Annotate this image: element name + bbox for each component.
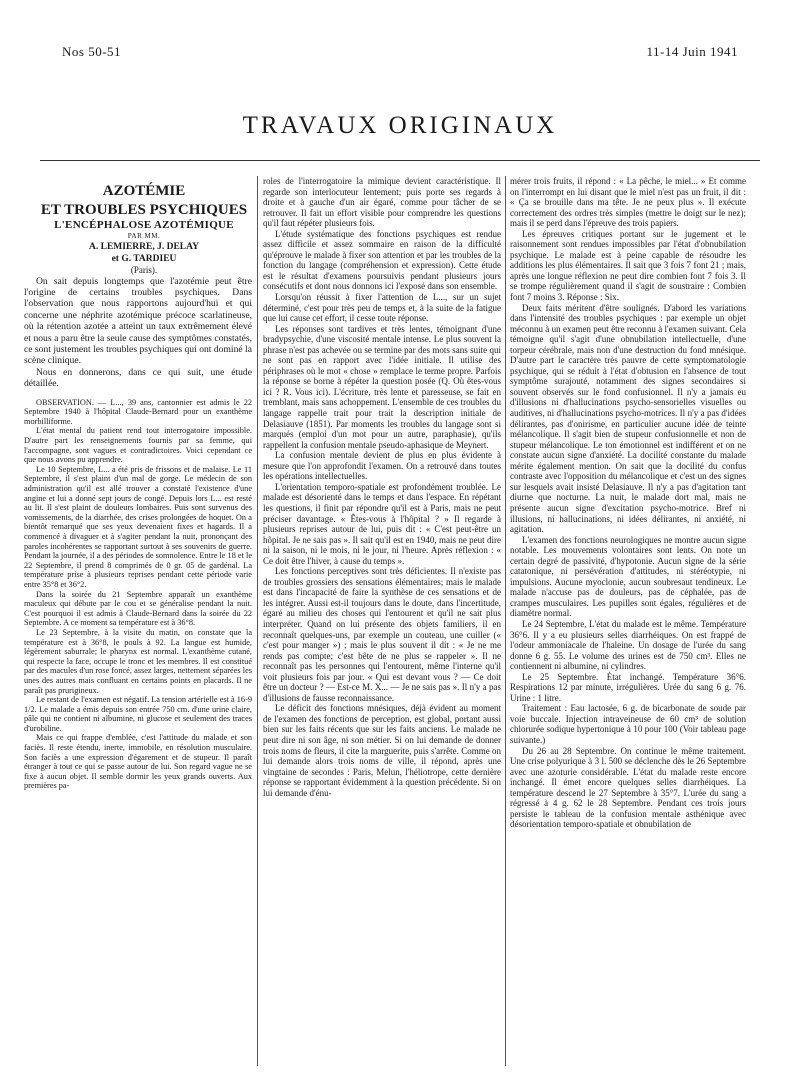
body-paragraph: Le déficit des fonctions mnésiques, déjà évident au moment de l'examen des fonctions de perception, est global, portant aussi bien sur les faits récents que sur les faits anciens. Le malade ne peut dire ni son âge, ni son métier. Si on lui demande de donner trois noms de fleurs, il cite la marguerite, puis s'arrête. Comme on lui demande alors trois noms de ville, il répond, après une vingtaine de secondes : Paris, Melun, l'héliotrope, cette dernière réponse se rapportant évidemment à la question précédente. Si on lui demande d'énu- [263, 703, 501, 798]
body-paragraph: L'étude systématique des fonctions psychiques est rendue assez difficile et assez sommaire en raison de la difficulté qu'éprouve le malade à fixer son attention et par les troubles de la fonction du langage (compréhension et expression). Cette étude est le résultat d'examens poursuivis pendant plusieurs jours consécutifs et dont nous donnons ici l'exposé dans son ensemble. [263, 228, 501, 292]
article-title-line1: AZOTÉMIE [102, 183, 186, 199]
body-paragraph: Du 26 au 28 Septembre. On continue le même traitement. Une crise polyurique à 3 l. 500 se déclenche dès le 26 Septembre avec une azoturie considérable. L'état du malade reste encore inchangé. Il émet encore quelques selles diarrhéiques. La température descend le 27 Septembre à 35°7. L'urée du sang a régressé à 4 g. 62 le 28 Septembre. Pendant ces trois jours persiste le tableau de la confusion mentale asthénique avec désorientation temporo-spatiale et obnubilation de [510, 745, 746, 830]
observation-paragraph: Le restant de l'examen est négatif. La tension artérielle est à 16-9 1/2. Le malade a émis depuis son entrée 750 cm. d'une urine claire, pâle qui ne contient ni albumine, ni glucose et seulement des traces d'urobiline. [24, 695, 252, 733]
section-title: TRAVAUX ORIGINAUX [242, 112, 558, 139]
observation-paragraph: Le 10 Septembre, L... a été pris de frissons et de malaise. Le 11 Septembre, il s'est plaint d'un mal de gorge. Le médecin de son administration qu'il est allé trouver a constaté l'existence d'une angine et lui a donné sept jours de congé. Depuis lors L... est resté au lit. Il s'est plaint de douleurs lombaires. Puis sont survenus des vomissements, de la diarrhée, des crises prolongées de hoquet. On a bientôt remarqué que ses yeux devenaient fixes et hagards. Il a commencé à divaguer et à s'agiter pendant la nuit, prononçant des paroles incohérentes se rapportant surtout à ses souvenirs de guerre. Pendant la journée, il a des périodes de somnolence. Entre le 18 et le 22 Septembre, il prend 8 comprimés de 0 gr. 05 de gardénal. La température prise à plusieurs reprises pendant cette période varie entre 35°8 et 36°2. [24, 464, 252, 589]
intro-paragraph: On sait depuis longtemps que l'azotémie peut être l'origine de certains troubles psychiques. Dans l'observation que nous rapportons aujourd'hui et qui concerne une néphrite azotémique précoce scarlatineuse, où la rétention azotée a atteint un taux extrêmement élevé et nous a paru être la seule cause des symptômes constatés, ce sont justement les troubles psychiques qui ont dominé la scène clinique. [24, 275, 252, 367]
body-paragraph: Le 25 Septembre. État inchangé. Température 36°6. Respirations 12 par minute, irrégulières. Urée du sang 6 g. 76. Urine : 1 litre. [510, 671, 746, 703]
body-paragraph: Le 24 Septembre, L'état du malade est le même. Température 36°6. Il y a eu plusieurs selles diarrhéiques. On est frappé de l'odeur ammoniacale de l'haleine. Un dosage de l'urée du sang donne 6 g. 55. Le volume des urines est de 750 cm³. Elles ne contiennent ni albumine, ni cylindres. [510, 618, 746, 672]
body-paragraph: Les fonctions perceptives sont très déficientes. Il n'existe pas de troubles grossiers des sensations élémentaires; mais le malade est dans l'incapacité de faire la synthèse de ces sensations et de les intégrer. Aussi est-il toujours dans le doute, dans l'incertitude, égaré au milieu des choses qui l'entourent et qu'il ne sait plus interpréter. Quand on lui présente des objets familiers, il en reconnaît quelques-uns, par exemple un couteau, une cuiller (« c'est pour manger ») ; mais le plus souvent il dit : « Je ne me rends pas compte; c'est bête de ne plus se rappeler ». Il ne reconnaît pas les personnes qui l'entourent, même l'interne qu'il voit plusieurs fois par jour. « Qui est devant vous ? — Ce doit être un docteur ? — Est-ce M. X... — Je ne sais pas ». Il n'y a pas d'illusions de fausse reconnaissance. [263, 566, 501, 703]
body-paragraph: L'orientation temporo-spatiale est profondément troublée. Le malade est désorienté dans le temps et dans l'espace. En répétant les questions, il finit par répondre qu'il est à Paris, mais ne peut préciser davantage. « Êtes-vous à l'hôpital ? » Il regarde à plusieurs reprises autour de lui, puis dit : « C'est peut-être un hôpital. Je ne sais pas ». Il sait qu'il est en 1940, mais ne peut dire ni la saison, ni le mois, ni le jour, ni l'heure. Après réflexion : « Ce doit être l'hiver, à cause du temps ». [263, 481, 501, 566]
authors-prefix: PAR MM. [127, 231, 161, 240]
body-paragraph: roles de l'interrogatoire la mimique devient caractéristique. Il regarde son interlocuteur lentement; puis porte ses regards à droite et à gauche d'un air égaré, comme pour tâcher de se retrouver. Il fait un effort visible pour comprendre les questions qu'il faut répéter plusieurs fois. [263, 176, 501, 229]
body-paragraph: Traitement : Eau lactosée, 6 g. de bicarbonate de soude par voie buccale. Injection intraveineuse de 60 cm³ de solution chlorurée sodique hypertonique à 10 pour 100 (Voir tableau page suivante.) [510, 703, 746, 745]
body-paragraph: Les réponses sont tardives et très lentes, témoignant d'une bradypsychie, d'une viscosité mentale intense. Le plus souvent la phrase n'est pas achevée ou se termine par des mots sans suite qui ne sont pas en rapport avec l'idée initiale. Il utilise des périphrases où le mot « chose » remplace le terme propre. Parfois la réponse se borne à répéter la question posée (Q. Où êtes-vous ici ? R. Vous ici). L'écriture, très lente et paresseuse, se fait en tremblant, mais sans achoppement. L'ensemble de ces troubles du langage rappelle trait pour trait la description initiale de Delasiauve (1851). Par moments les troubles du langage sont si marqués (emploi d'un mot pour un autre, paraphasie), qu'ils rappellent la confusion mentale pseudo-aphasique de Meynert. [263, 323, 501, 450]
body-paragraph: mérer trois fruits, il répond : « La pêche, le miel... » Et comme on l'interrompt en lui disant que le miel n'est pas un fruit, il dit : « Ça se brouille dans ma tête. Je ne peux plus ». Il exécute correctement des ordres très simples (mettre le doigt sur le nez); mais il se perd dans l'épreuve des trois papiers. [510, 176, 746, 229]
section-rule [40, 160, 760, 161]
article-subtitle: L'ENCÉPHALOSE AZOTÉMIQUE [54, 219, 234, 231]
authors-line2: et G. TARDIEU [111, 254, 177, 265]
issue-date: 11-14 Juin 1941 [646, 44, 738, 59]
observation-paragraph: L'état mental du patient rend tout interrogatoire impossible. D'autre part les renseignements fournis par sa femme, qui l'accompagne, sont vagues et contradictoires. Voici cependant ce que nous avons pu apprendre. [24, 426, 252, 465]
observation-paragraph: Mais ce qui frappe d'emblée, c'est l'attitude du malade et son faciès. Il reste étendu, inerte, immobile, en résolution musculaire. Son faciès a une expression d'égarement et de stupeur. Il paraît étranger à tout ce qui se passe autour de lui. Son regard vague ne se fixe à aucun objet. Il semble dormir les yeux grands ouverts. Aux premières pa- [24, 733, 252, 791]
column-divider-2 [505, 176, 506, 1066]
column-1 [24, 182, 252, 791]
column-divider-1 [257, 176, 258, 1066]
intro-paragraph: Nous en donnerons, dans ce qui suit, une étude détaillée. [24, 366, 252, 390]
body-paragraph: L'examen des fonctions neurologiques ne montre aucun signe notable. Les mouvements volontaires sont lents. On note un certain degré de passivité, d'hypotonie. Aucun signe de la série catatonique, ni persévération d'attitudes, ni stéréotypie, ni impulsions. Aucune myoclonie, aucun soubresaut tendineux. Le malade n'accuse pas de douleurs, pas de céphalée, pas de crampes musculaires. Les pupilles sont égales, régulières et de diamètre normal. [510, 534, 746, 619]
observation-paragraph: Dans la soirée du 21 Septembre apparaît un exanthème maculeux qui débute par le cou et se généralise pendant la nuit. C'est pourquoi il est admis à Claude-Bernard dans la soirée du 22 Septembre. A ce moment sa température est à 36°8. [24, 589, 252, 628]
body-paragraph: Lorsqu'on réussit à fixer l'attention de L..., sur un sujet déterminé, c'est pour très peu de temps et, à la suite de la fatigue que lui cause cet effort, il cesse toute réponse. [263, 292, 501, 324]
observation-paragraph: Le 23 Septembre, à la visite du matin, on constate que la température est à 36°8, le pouls à 92. La langue est humide, légèrement saburrale; le pharynx est normal. L'exanthème cutané, qui respecte la face, occupe le tronc et les membres. Il est constitué par des macules d'un rose foncé, assez larges, nettement séparées les unes des autres mais confluant en certains points en placards. Il ne paraît pas prurigineux. [24, 627, 252, 695]
body-paragraph: Les épreuves critiques portant sur le jugement et le raisonnement sont rendues impossibles par l'état d'obnubilation psychique. Le malade est à peine capable de résoudre les additions les plus élémentaires. Il sait que 3 fois 7 font 21 ; mais, après une longue réflexion ne peut dire combien font 7 fois 3. Il se trompe régulièrement quand il s'agit de soustraire : Combien font 7 moins 3. Réponse : Six. [510, 228, 746, 303]
article-title-line2: ET TROUBLES PSYCHIQUES [40, 202, 248, 218]
authors-line1: A. LEMIERRE, J. DELAY [89, 242, 199, 253]
body-paragraph: La confusion mentale devient de plus en plus évidente à mesure que l'on approfondit l'examen. On a retrouvé dans toutes les opérations intellectuelles. [263, 450, 501, 482]
authors-place: (Paris). [130, 265, 158, 276]
introduction [24, 276, 252, 390]
column-2 [263, 176, 501, 798]
column-3 [510, 176, 746, 830]
observation-paragraph: OBSERVATION. — L..., 39 ans, cantonnier est admis le 22 Septembre 1940 à l'hôpital Claude-Bernard pour un exanthème morbilliforme. [24, 397, 252, 426]
issue-number: Nos 50-51 [62, 44, 122, 59]
observation [24, 398, 252, 791]
body-paragraph: Deux faits méritent d'être soulignés. D'abord les variations dans l'intensité des troubles psychiques : par exemple un objet méconnu à un examen peut être reconnu à l'examen suivant. Cela témoigne qu'il s'agit d'une obnubilation intellectuelle, d'une torpeur cérébrale, mais non d'une destruction du fond mnésique. D'autre part le caractère très pauvre de cette symptomatologie psychique, qui se réduit à l'état d'obtusion en l'absence de tout symptôme surajouté, notamment des signes secondaires si souvent observés sur le fond confusionnel. Il n'y a jamais eu d'illusions ni d'hallucinations psycho-sensorielles visuelles ou auditives, ni d'hallucinations psycho-motrices. Il n'y a pas d'idées délirantes, pas d'onirisme, en particulier aucune idée de teinte mélancolique. Il s'agit bien de stupeur confusionnelle et non de stupeur mélancolique. Le ton émotionnel est indifférent et on ne constate aucun signe d'anxiété. La docilité constante du malade mérite également mention. On sait que la docilité du confus contraste avec l'opposition du mélancolique et c'est un des signes sur lesquels avait insisté Delasiauve. Il n'y a pas d'agitation tant diurne que nocturne. La nuit, le malade dort mal, mais ne présente aucun signe d'excitation psycho-motrice. Bref ni illusions, ni hallucinations, ni idées délirantes, ni anxiété, ni agitation. [510, 302, 746, 535]
